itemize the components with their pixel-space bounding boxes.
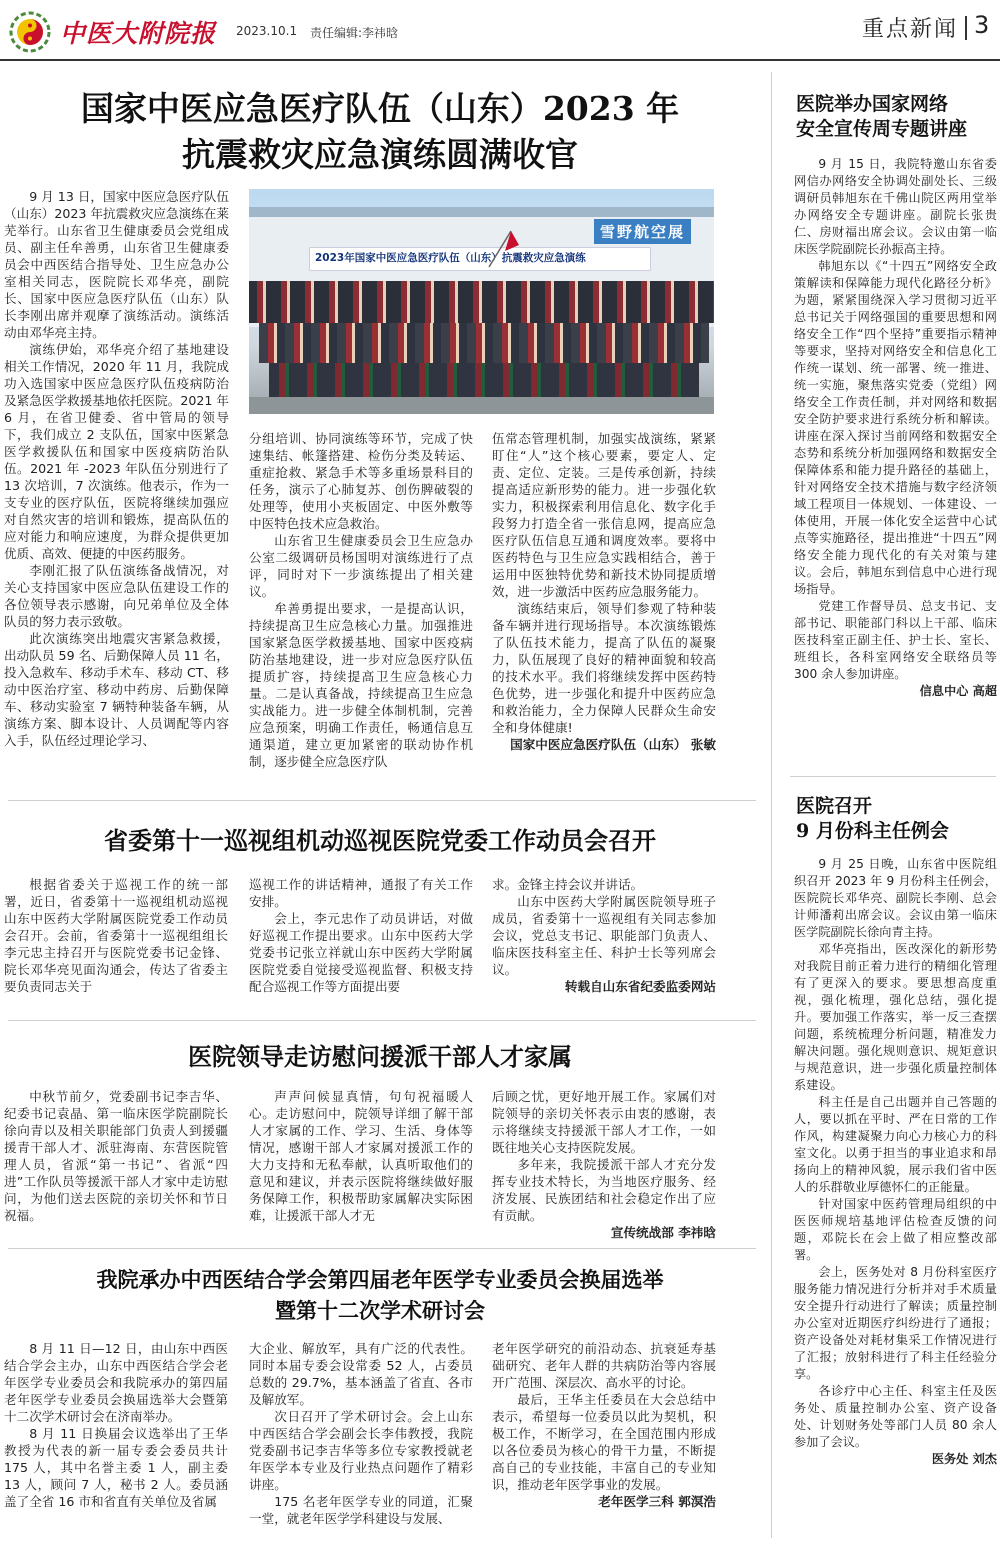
article-1-title-line-2: 抗震救灾应急演练圆满收官 xyxy=(182,135,578,174)
paragraph: 演练伊始，邓华亮介绍了基地建设相关工作情况，2020 年 11 月，我院成功入选国家中医应急医疗队伍疫病防治及紧急医学救援基地依托医院。2021 年 6 月，在省卫健委、省中管局的领导下，我们成立 2 支队伍，国家中医紧急医学救援队伍和国家中医疫病防治队伍。2021 年 -2023 年队伍分别进行了 13 次培训，7 次演练。他表示，作为一支专业的医疗队伍，医院将继续加强应对自然灾害的培训和锻炼，提高队伍的应对能力和响应速度，为群众提供更加优质、高效、便捷的中医药服务。 xyxy=(4,342,229,561)
photo-flag-icon xyxy=(481,229,521,269)
article-2-byline: 转载自山东省纪委监委网站 xyxy=(564,979,716,994)
paragraph: 各诊疗中心主任、科室主任及医务处、质量控制办公室、资产设备处、计划财务处等部门人员 80 余人参加了会议。 xyxy=(794,1384,997,1449)
article-2-title: 省委第十一巡视组机动巡视医院党委工作动员会召开 xyxy=(104,826,656,855)
paragraph: 会上，医务处对 8 月份科室医疗服务能力情况进行分析并对手术质量安全提升行动进行了解读；质量控制办公室对近期医疗纠纷进行了通报；资产设备处对耗材集采工作情况进行了汇报；放射科进行了科主任经验分享。 xyxy=(794,1265,997,1381)
paragraph: 山东省卫生健康委员会卫生应急办公室二级调研员杨国明对演练进行了点评，同时对下一步演练提出了相关建议。 xyxy=(249,533,473,599)
paragraph: 伍常态管理机制，加强实战演练，紧紧盯住“人”这个核心要素，要定人、定责、定位、定装。三是传承创新，持续提高适应新形势的能力。进一步强化软实力，积极探索利用信息化、数字化手段努力打造全省一张信息网，提高应急医疗队伍信息互通和调度效率。要将中医药特色与卫生应急实践相结合，善于运用中医独特优势和新技术协同提质增效，进一步激活中医药应急服务能力。 xyxy=(492,431,716,599)
article-2-column-3 xyxy=(492,876,716,995)
paragraph: 巡视工作的讲话精神，通报了有关工作安排。 xyxy=(249,877,473,909)
article-4-column-2 xyxy=(249,1340,473,1527)
side-article-2-byline: 医务处 刘杰 xyxy=(931,1452,997,1466)
article-2-column-2 xyxy=(249,876,473,995)
side-article-1-body xyxy=(794,156,997,700)
paragraph: 175 名老年医学专业的同道，汇聚一堂，就老年医学学科建设与发展、 xyxy=(249,1494,473,1526)
paragraph: 次日召开了学术研讨会。会上山东中西医结合学会副会长李伟教授，我院党委副书记李吉华等多位专家教授就老年医学本专业及行业热点问题作了精彩讲座。 xyxy=(249,1409,473,1492)
photo-team-front-row xyxy=(269,363,699,397)
photo-banner-text: 2023年国家中医应急医疗队伍（山东）抗震救灾应急演练 xyxy=(315,252,586,264)
paragraph: 演练结束后，领导们参观了特种装备车辆并进行现场指导。本次演练锻炼了队伍技术能力，提高了队伍的凝聚力，队伍展现了良好的精神面貌和较高的技术水平。我们将继续发挥中医药特色优势，进一步强化和提升中医药应急和救治能力，全力保障人民群众生命安全和身体健康! xyxy=(492,601,716,735)
paragraph: 求。金锋主持会议并讲话。 xyxy=(492,877,644,892)
article-divider-1 xyxy=(8,800,756,801)
photo-team-middle-row xyxy=(259,323,709,363)
paragraph: 此次演练突出地震灾害紧急救援，出动队员 59 名、后勤保障人员 11 名，投入急救车、移动手术车、移动 CT、移动中医治疗室、移动中药房、后勤保障车、移动实验室 7 辆特种装备车辆，从演练方案、脚本设计、人员调配等内容入手，队伍经过理论学习、 xyxy=(4,631,229,748)
paragraph: 韩旭东以《“十四五”网络安全政策解读和保障能力现代化路径分析》为题，紧紧围绕深入学习贯彻习近平总书记关于网络强国的重要思想和网络安全工作“四个坚持”重要指示精神等要求，坚持对网络安全和信息化工作统一谋划、统一部署、统一推进、统一实施，聚焦落实党委（党组）网络安全工作责任制，并对网络和数据安全防护要求进行系统分析和解读。讲座在深入探讨当前网络和数据安全态势和系统分析加强网络和数据安全保障体系和能力提升路径的基础上，针对网络安全技术措施与数字经济领域工程项目一体规划、一体建设、一体使用，开展一体化安全运营中心试点等实施路径，提出推进“十四五”网络安全能力现代化的有关对策与建议。会后，韩旭东到信息中心进行现场指导。 xyxy=(794,259,997,596)
article-3-column-3 xyxy=(492,1088,716,1241)
paragraph: 针对国家中医药管理局组织的中医医师规培基地评估检查反馈的问题，邓院长在会上做了相应整改部署。 xyxy=(794,1197,997,1262)
article-1-title xyxy=(12,86,748,178)
paragraph: 最后，王华主任委员在大会总结中表示，希望每一位委员以此为契机，积极工作，不断学习，在全国范围内形成以各位委员为核心的骨干力量，不断提高自己的专业技能，丰富自己的专业知识，推动老年医学事业的发展。 xyxy=(492,1392,716,1492)
column-divider xyxy=(771,72,772,1538)
article-4-title-line-2: 暨第十二次学术研讨会 xyxy=(275,1298,485,1323)
paragraph: 李刚汇报了队伍演练备战情况，对关心支持国家中医应急队伍建设工作的各位领导表示感谢，向兄弟单位及全体队员的努力表示致敬。 xyxy=(4,563,229,629)
article-divider-2 xyxy=(8,1020,756,1021)
page-number: 3 xyxy=(974,11,990,39)
paragraph: 8 月 11 日换届会议选举出了王华教授为代表的新一届专委会委员共计 175 人，其中名誉主委 1 人，副主委 13 人，顾问 7 人，秘书 2 人。委员涵盖了全省 16 市和省直有关单位及省属 xyxy=(4,1426,228,1509)
group-photo xyxy=(249,189,714,414)
issue-date: 2023.10.1 xyxy=(236,24,298,38)
article-4-column-1 xyxy=(4,1340,228,1510)
article-1-column-3 xyxy=(492,430,716,753)
article-2-column-1 xyxy=(4,876,228,995)
side-article-1-title xyxy=(796,92,996,142)
paragraph: 9 月 13 日，国家中医应急医疗队伍（山东）2023 年抗震救灾应急演练在莱芜举行。山东省卫生健康委员会党组成员、副主任牟善勇，山东省卫生健康委员会中西医结合指导处、卫生应急办公室相关同志，医院院长邓华亮，副院长、国家中医应急医疗队伍（山东）队长李刚出席并观摩了演练活动。演练活动由邓华亮主持。 xyxy=(4,189,229,340)
article-3-column-1 xyxy=(4,1088,228,1224)
paragraph: 多年来，我院援派干部人才充分发挥专业技术特长，为当地医疗服务、经济发展、民族团结和社会稳定作出了应有贡献。 xyxy=(492,1157,716,1223)
article-divider-3 xyxy=(8,1248,756,1249)
paragraph: 8 月 11 日—12 日，由山东中西医结合学会主办，山东中西医结合学会老年医学专业委员会和我院承办的第四届老年医学专业委员会换届选举大会暨第十二次学术研讨会在济南举办。 xyxy=(4,1341,228,1424)
side-divider xyxy=(790,776,996,777)
article-1-column-1 xyxy=(4,188,229,749)
paragraph: 老年医学研究的前沿动态、抗衰延寿基础研究、老年人群的共病防治等内容展开广范围、深层次、高水平的讨论。 xyxy=(492,1341,716,1390)
paragraph: 牟善勇提出要求，一是提高认识，持续提高卫生应急核心力量。加强推进国家紧急医学救援基地、国家中医疫病防治基地建设，进一步对应急医疗队伍提质扩容，持续提高卫生应急核心力量。二是认真备战，持续提高卫生应急实战能力。进一步健全体制机制，完善应急预案，明确工作责任，畅通信息互通渠道，建立更加紧密的联动协作机制，逐步健全应急医疗队 xyxy=(249,601,473,769)
paragraph: 后顾之忧，更好地开展工作。家属们对院领导的亲切关怀表示由衷的感谢，表示将继续支持援派干部人才工作，一如既往地关心支持医院发展。 xyxy=(492,1089,716,1155)
article-4-byline: 老年医学三科 郭溟浩 xyxy=(598,1494,716,1509)
article-3-title: 医院领导走访慰问援派干部人才家属 xyxy=(188,1042,572,1071)
paragraph: 9 月 15 日，我院特邀山东省委网信办网络安全协调处副处长、三级调研员韩旭东在千佛山院区两用堂举办网络安全专题讲座。副院长张贵仁、房财福出席会议。会议由第一临床医学院副院长孙振高主持。 xyxy=(794,157,997,256)
paragraph: 中秋节前夕，党委副书记李吉华、纪委书记袁晶、第一临床医学院副院长徐向青以及相关职能部门负责人到援疆援青干部人才、派驻海南、东营医院管理人员，省派“第一书记”、省派“四进”工作队员等援派干部人才家中走访慰问，为他们送去医院的亲切关怀和节日祝福。 xyxy=(4,1089,228,1223)
paragraph: 大企业、解放军，具有广泛的代表性。同时本届专委会设常委 52 人，占委员总数的 29.7%，基本涵盖了省直、各市及解放军。 xyxy=(249,1341,473,1407)
photo-building-sign: 雪野航空展 xyxy=(594,219,691,244)
paragraph: 党建工作督导员、总支书记、支部书记、职能部门科以上干部、临床医技科室正副主任、护士长、室长、班组长，各科室网络安全联络员等 300 余人参加讲座。 xyxy=(794,599,997,681)
paragraph: 9 月 25 日晚，山东省中医院组织召开 2023 年 9 月份科主任例会，医院院长邓华亮、副院长李刚、总会计师潘莉出席会议。会议由第一临床医学院副院长徐向青主持。 xyxy=(794,857,997,939)
side-article-2-title-line-1: 医院召开 xyxy=(796,795,873,817)
article-4-title-line-1: 我院承办中西医结合学会第四届老年医学专业委员会换届选举 xyxy=(96,1267,664,1292)
article-3-column-2 xyxy=(249,1088,473,1224)
masthead xyxy=(0,0,1000,60)
paragraph: 分组培训、协同演练等环节，完成了快速集结、帐篷搭建、检伤分类及转运、重症抢救、紧急手术等多重场景科目的任务，演示了心肺复苏、创伤脾破裂的处理等，使用小夹板固定、中医外敷等中医特色技术应急救治。 xyxy=(249,431,473,531)
paragraph: 山东中医药大学附属医院领导班子成员，省委第十一巡视组有关同志参加会议，党总支书记、职能部门负责人、临床医技科室主任、科护士长等列席会议。 xyxy=(492,894,716,977)
side-article-2-title-line-2: 9 月份科主任例会 xyxy=(796,820,949,842)
side-article-1-title-line-1: 医院举办国家网络 xyxy=(796,93,949,115)
photo-team-back-row xyxy=(249,281,714,323)
masthead-rule xyxy=(0,59,1000,61)
article-4-column-3 xyxy=(492,1340,716,1510)
paragraph: 根据省委关于巡视工作的统一部署，近日，省委第十一巡视组机动巡视山东中医药大学附属医院党委工作动员会召开。会前，省委第十一巡视组组长李元忠主持召开与医院党委书记金锋、院长邓华亮见面沟通会，传达了省委主要负责同志关于 xyxy=(4,877,228,994)
paragraph: 邓华亮指出，医改深化的新形势对我院目前正着力进行的精细化管理有了更深入的要求。要思想高度重视，强化梳理，强化总结，强化提升。要加强工作落实，举一反三查摆问题，系统梳理分析问题，精准发力解决问题。强化规则意识、规矩意识与规范意识，进一步强化质量控制体系建设。 xyxy=(794,942,997,1092)
paragraph: 会上，李元忠作了动员讲话，对做好巡视工作提出要求。山东中医药大学党委书记张立祥就山东中医药大学附属医院党委自觉接受巡视监督、积极支持配合巡视工作等方面提出要 xyxy=(249,911,473,994)
article-3-byline: 宣传统战部 李祎晗 xyxy=(610,1225,716,1240)
side-article-1-title-line-2: 安全宣传周专题讲座 xyxy=(796,118,968,140)
article-1-byline: 国家中医应急医疗队伍（山东） 张敏 xyxy=(510,737,716,752)
article-1-column-2 xyxy=(249,430,473,770)
side-article-1-byline: 信息中心 高超 xyxy=(919,684,997,698)
side-article-2-body xyxy=(794,856,997,1468)
paragraph: 科主任是自己出题并自己答题的人，要以抓在平时、严在日常的工作作风，构建凝聚力向心力核心力的科室文化。以勇于担当的事业追求和昂扬向上的精神风貌，展示我们省中医人的乐群敬业厚德怀仁的正能量。 xyxy=(794,1095,997,1194)
article-4-title xyxy=(6,1264,754,1326)
paragraph: 声声问候显真情，句句祝福暖人心。走访慰问中，院领导详细了解干部人才家属的工作、学习、生活、身体等情况，感谢干部人才家属对援派工作的大力支持和无私奉献，认真听取他们的意见和建议，并表示医院将继续做好服务保障工作，积极帮助家属解决实际困难，让援派干部人才无 xyxy=(249,1089,473,1223)
yin-yang-logo-icon xyxy=(8,10,52,54)
section-divider xyxy=(965,16,967,40)
article-1-title-line-1: 国家中医应急医疗队伍（山东）2023 年 xyxy=(80,89,680,128)
side-article-2-title xyxy=(796,794,996,844)
photo-building-stripe xyxy=(249,207,714,217)
photo-ground xyxy=(249,397,714,414)
editor-credit: 责任编辑:李祎晗 xyxy=(310,26,399,40)
section-name: 重点新闻 xyxy=(862,17,959,42)
paper-name: 中医大附院报 xyxy=(60,19,217,48)
